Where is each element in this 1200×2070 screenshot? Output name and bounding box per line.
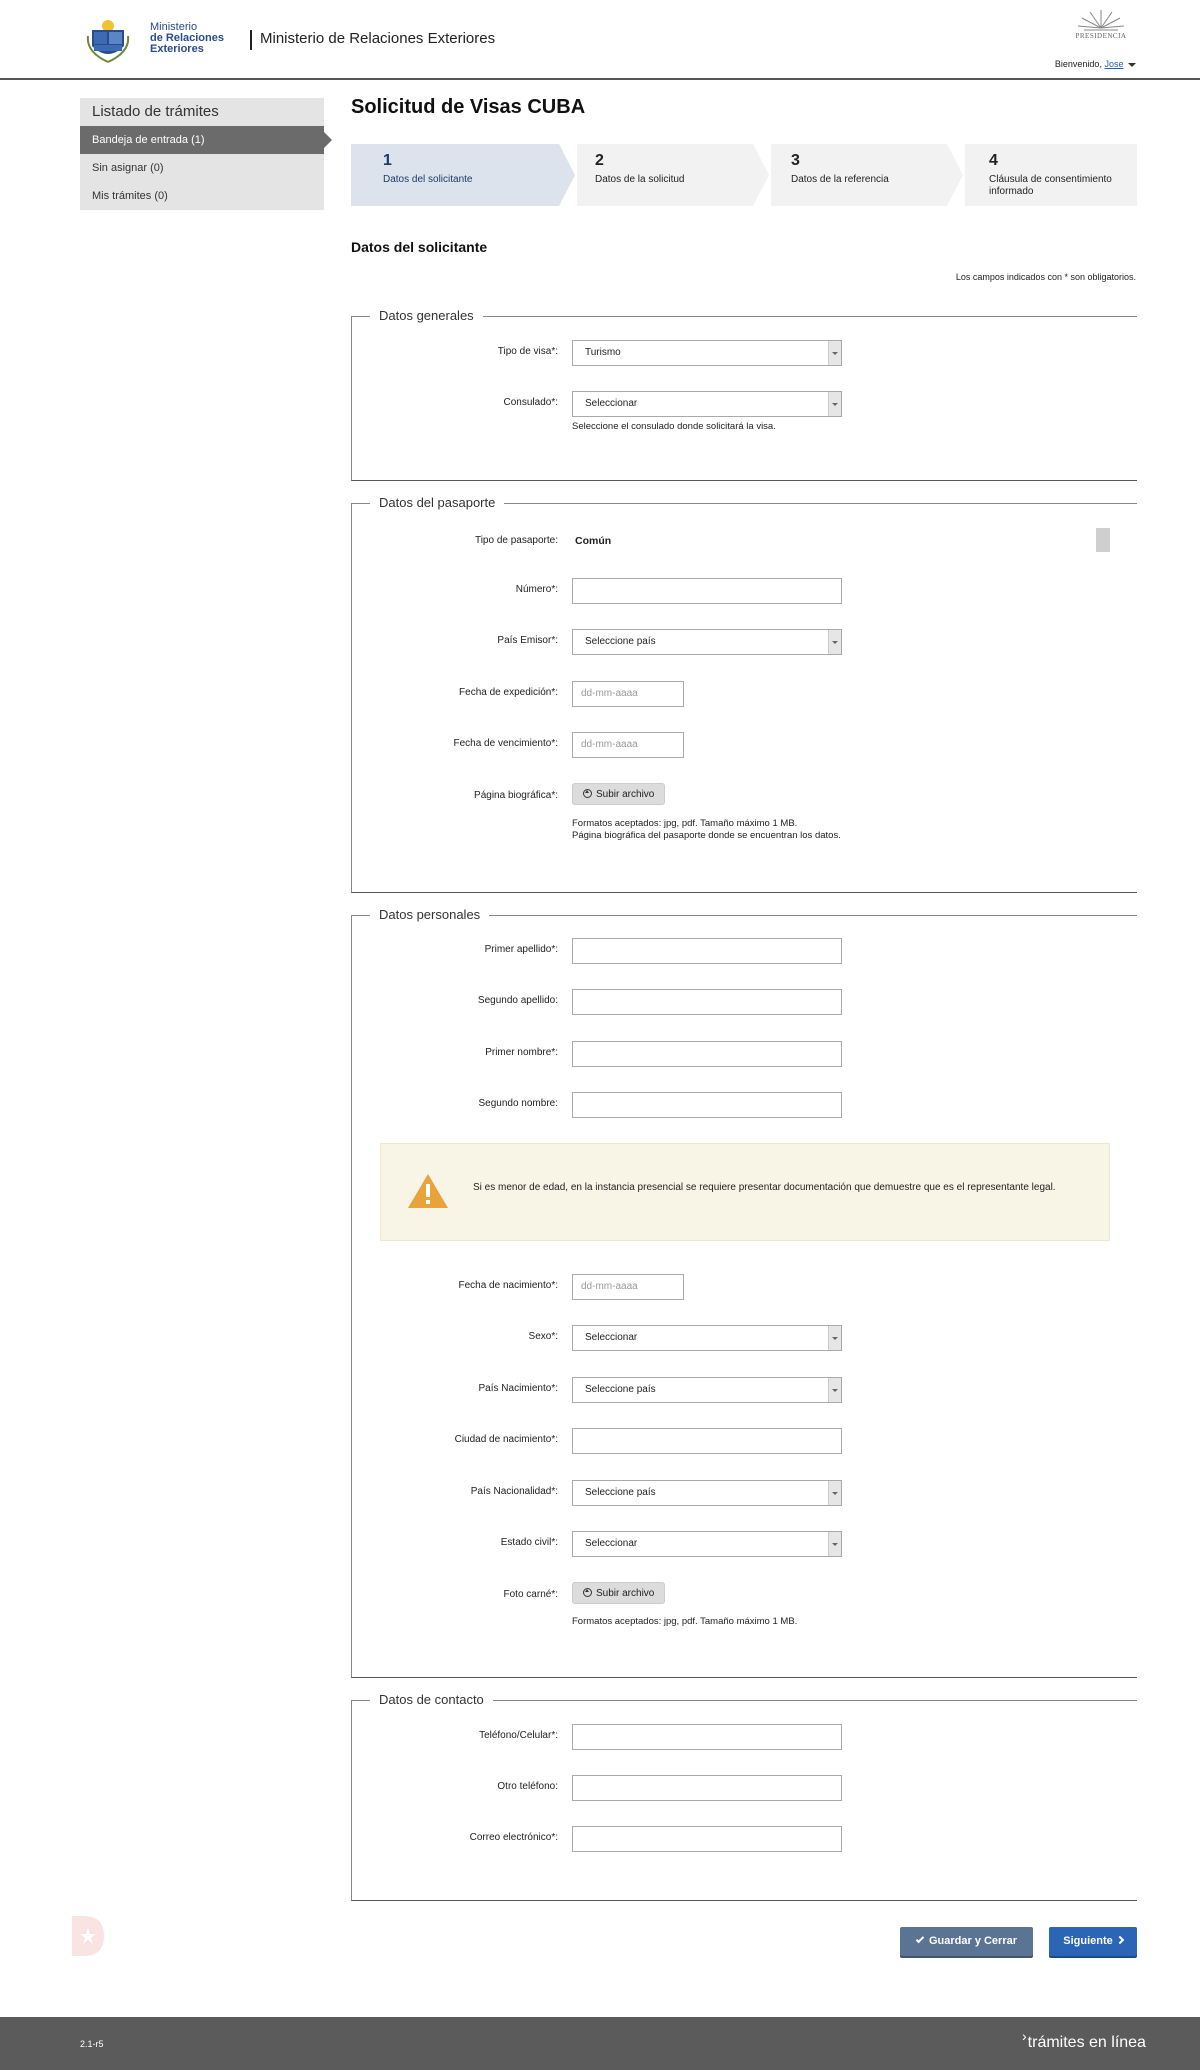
primer-nombre-label: Primer nombre*: [485, 1047, 558, 1058]
fecha-expedicion-input[interactable]: dd-mm-aaaa [572, 681, 684, 707]
save-label: Guardar y Cerrar [928, 1935, 1018, 1947]
row-fecha-vencimiento [352, 732, 1138, 758]
row-estado-civil [352, 1531, 1138, 1557]
user-menu-link[interactable]: Jose [1104, 59, 1124, 69]
upload-label: Subir archivo [596, 789, 655, 800]
save-and-close-button[interactable] [900, 1927, 1033, 1956]
step-3[interactable] [771, 144, 947, 206]
presidencia-sun-logo[interactable] [1070, 6, 1132, 46]
chevron-down-icon[interactable] [828, 341, 841, 365]
warning-icon [407, 1172, 449, 1210]
header-title: Ministerio de Relaciones Exteriores [260, 30, 496, 47]
chevron-down-icon[interactable] [828, 392, 841, 416]
sidebar-title: Listado de trámites [92, 103, 219, 120]
segundo-nombre-label: Segundo nombre: [478, 1098, 558, 1109]
step-arrow [947, 144, 963, 206]
row-pais-emisor [352, 629, 1138, 655]
telefono-input[interactable] [572, 1724, 842, 1750]
presidencia-label: PRESIDENCIA [1075, 32, 1127, 40]
ministry-line-1: Ministerio [150, 21, 198, 33]
fecha-expedicion-label: Fecha de expedición*: [459, 687, 558, 698]
warning-text: Si es menor de edad, en la instancia presencial se requiere presentar documentación que demuestre que es el representante legal. [473, 1182, 1056, 1193]
sexo-label: Sexo*: [528, 1331, 558, 1342]
step-label: Datos del solicitante [383, 174, 473, 185]
row-tipo-visa [352, 340, 1138, 366]
row-segundo-nombre [352, 1092, 1138, 1118]
row-consulado [352, 391, 1138, 417]
step-label: Datos de la referencia [791, 174, 889, 185]
tipo-visa-select[interactable] [572, 340, 842, 366]
row-telefono [352, 1724, 1138, 1750]
step-2[interactable] [577, 144, 753, 206]
fieldset-legend: Datos personales [370, 907, 489, 922]
row-tipo-pasaporte [352, 529, 1138, 555]
upload-file-button[interactable] [572, 783, 665, 805]
coat-of-arms-logo[interactable] [86, 16, 130, 64]
fecha-nacimiento-label: Fecha de nacimiento*: [458, 1280, 558, 1291]
check-icon [916, 1935, 924, 1943]
upload-label: Subir archivo [596, 1588, 655, 1599]
step-label: Cláusula de consentimiento informado [989, 174, 1112, 197]
row-fecha-nacimiento [352, 1274, 1138, 1300]
ciudad-nacimiento-label: Ciudad de nacimiento*: [454, 1434, 558, 1445]
otro-telefono-label: Otro teléfono: [497, 1781, 558, 1792]
upload-icon [583, 789, 592, 798]
select-value: Seleccionar [585, 1332, 638, 1343]
ministry-logo-text [150, 22, 224, 55]
chevron-down-icon[interactable] [828, 1532, 841, 1556]
segundo-apellido-label: Segundo apellido: [477, 995, 558, 1006]
fieldset-legend: Datos del pasaporte [370, 495, 504, 510]
pais-nacionalidad-select[interactable] [572, 1480, 842, 1506]
foto-carne-label: Foto carné*: [503, 1589, 558, 1600]
fieldset-datos-generales [351, 308, 1137, 481]
primer-apellido-label: Primer apellido*: [484, 944, 558, 955]
row-fecha-expedicion [352, 681, 1138, 707]
consulado-label: Consulado*: [503, 397, 558, 408]
estado-civil-select[interactable] [572, 1531, 842, 1557]
next-button[interactable] [1049, 1927, 1137, 1956]
numero-input[interactable] [572, 578, 842, 604]
telefono-label: Teléfono/Celular*: [479, 1730, 558, 1741]
row-correo [352, 1826, 1138, 1852]
pais-nacimiento-label: País Nacimiento*: [478, 1383, 558, 1394]
page-title: Solicitud de Visas CUBA [351, 96, 586, 118]
upload-icon [583, 1588, 592, 1597]
step-arrow [559, 144, 575, 206]
chevron-down-icon[interactable] [828, 1481, 841, 1505]
row-primer-apellido [352, 938, 1138, 964]
fecha-vencimiento-label: Fecha de vencimiento*: [453, 738, 558, 749]
select-value: Seleccione país [585, 1384, 656, 1395]
tipo-pasaporte-value: Común [575, 535, 612, 547]
row-numero [352, 578, 1138, 604]
segundo-apellido-input[interactable] [572, 989, 842, 1015]
decorative-logo-icon [70, 1912, 106, 1960]
brand-text: trámites en línea [1027, 2034, 1146, 2051]
wizard-stepper [351, 144, 1137, 206]
upload-file-button[interactable] [572, 1582, 665, 1604]
step-4[interactable] [965, 144, 1137, 206]
row-primer-nombre [352, 1041, 1138, 1067]
step-arrow [753, 144, 769, 206]
step-number: 3 [791, 152, 800, 169]
chevron-down-icon[interactable] [828, 1326, 841, 1350]
sidebar-item-sin-asignar[interactable]: Sin asignar (0) [92, 162, 164, 174]
select-value: Seleccione país [585, 1487, 656, 1498]
step-1[interactable] [351, 144, 559, 206]
fecha-nacimiento-input[interactable]: dd-mm-aaaa [572, 1274, 684, 1300]
row-pagina-biografica [352, 784, 1138, 810]
consulado-select[interactable] [572, 391, 842, 417]
estado-civil-label: Estado civil*: [500, 1537, 558, 1548]
step-label: Datos de la solicitud [595, 174, 685, 185]
correo-label: Correo electrónico*: [469, 1832, 558, 1843]
pagina-biografica-label: Página biográfica*: [474, 790, 558, 801]
ciudad-nacimiento-input[interactable] [572, 1428, 842, 1454]
row-segundo-apellido [352, 989, 1138, 1015]
fieldset-datos-personales [351, 907, 1137, 1678]
sidebar [80, 98, 324, 210]
formats-help: Formatos aceptados: jpg, pdf. Tamaño máximo 1 MB. [572, 818, 798, 829]
sidebar-item-mis-tramites[interactable]: Mis trámites (0) [92, 190, 168, 202]
primer-nombre-input[interactable] [572, 1041, 842, 1067]
chevron-down-icon[interactable] [828, 630, 841, 654]
required-fields-note: Los campos indicados con * son obligatorios. [955, 272, 1136, 282]
header [0, 0, 1200, 80]
chevron-down-icon[interactable] [828, 1378, 841, 1402]
otro-telefono-input[interactable] [572, 1775, 842, 1801]
header-divider [250, 30, 252, 50]
row-pais-nacimiento [352, 1377, 1138, 1403]
tramites-en-linea-logo[interactable] [1022, 2028, 1146, 2052]
step-number: 4 [989, 152, 998, 169]
row-sexo [352, 1325, 1138, 1351]
numero-label: Número*: [515, 584, 558, 595]
step-number: 1 [383, 152, 392, 169]
pais-emisor-label: País Emisor*: [497, 635, 558, 646]
select-value: Turismo [585, 347, 621, 358]
fieldset-datos-contacto [351, 1692, 1137, 1901]
pais-emisor-select[interactable] [572, 629, 842, 655]
select-value: Seleccionar [585, 398, 638, 409]
fieldset-legend: Datos de contacto [370, 1692, 493, 1707]
primer-apellido-input[interactable] [572, 938, 842, 964]
consulado-help: Seleccione el consulado donde solicitará la visa. [572, 421, 776, 432]
ministry-line-3: Exteriores [150, 43, 204, 55]
formats-help: Formatos aceptados: jpg, pdf. Tamaño máximo 1 MB. [572, 1616, 798, 1627]
step-number: 2 [595, 152, 604, 169]
fieldset-legend: Datos generales [370, 308, 483, 323]
welcome-menu [1055, 59, 1136, 69]
segundo-nombre-input[interactable] [572, 1092, 842, 1118]
row-foto-carne [352, 1583, 1138, 1609]
pais-nacimiento-select[interactable] [572, 1377, 842, 1403]
row-otro-telefono [352, 1775, 1138, 1801]
chevron-down-icon[interactable] [1128, 63, 1136, 67]
ministry-line-2: de Relaciones [150, 32, 224, 44]
footer [0, 2017, 1200, 2070]
next-label: Siguiente [1063, 1935, 1113, 1947]
row-pais-nacionalidad [352, 1480, 1138, 1506]
warning-callout [380, 1143, 1110, 1241]
tipo-pasaporte-label: Tipo de pasaporte: [474, 535, 558, 546]
version-label: 2.1-r5 [80, 2039, 104, 2049]
fieldset-datos-pasaporte [351, 495, 1137, 893]
chevron-right-icon [1116, 1936, 1124, 1944]
sidebar-item-bandeja[interactable]: Bandeja de entrada (1) [80, 126, 324, 154]
pagina-biografica-help: Página biográfica del pasaporte donde se encuentran los datos. [572, 830, 841, 841]
tipo-visa-label: Tipo de visa*: [497, 346, 558, 357]
row-ciudad-nacimiento [352, 1428, 1138, 1454]
brand-mark-icon: › [1022, 2028, 1027, 2044]
section-title: Datos del solicitante [351, 239, 488, 255]
select-value: Seleccione país [585, 636, 656, 647]
sexo-select[interactable] [572, 1325, 842, 1351]
welcome-prefix: Bienvenido, [1054, 59, 1102, 69]
pais-nacionalidad-label: País Nacionalidad*: [470, 1486, 558, 1497]
select-value: Seleccionar [585, 1538, 638, 1549]
fecha-vencimiento-input[interactable]: dd-mm-aaaa [572, 732, 684, 758]
correo-input[interactable] [572, 1826, 842, 1852]
